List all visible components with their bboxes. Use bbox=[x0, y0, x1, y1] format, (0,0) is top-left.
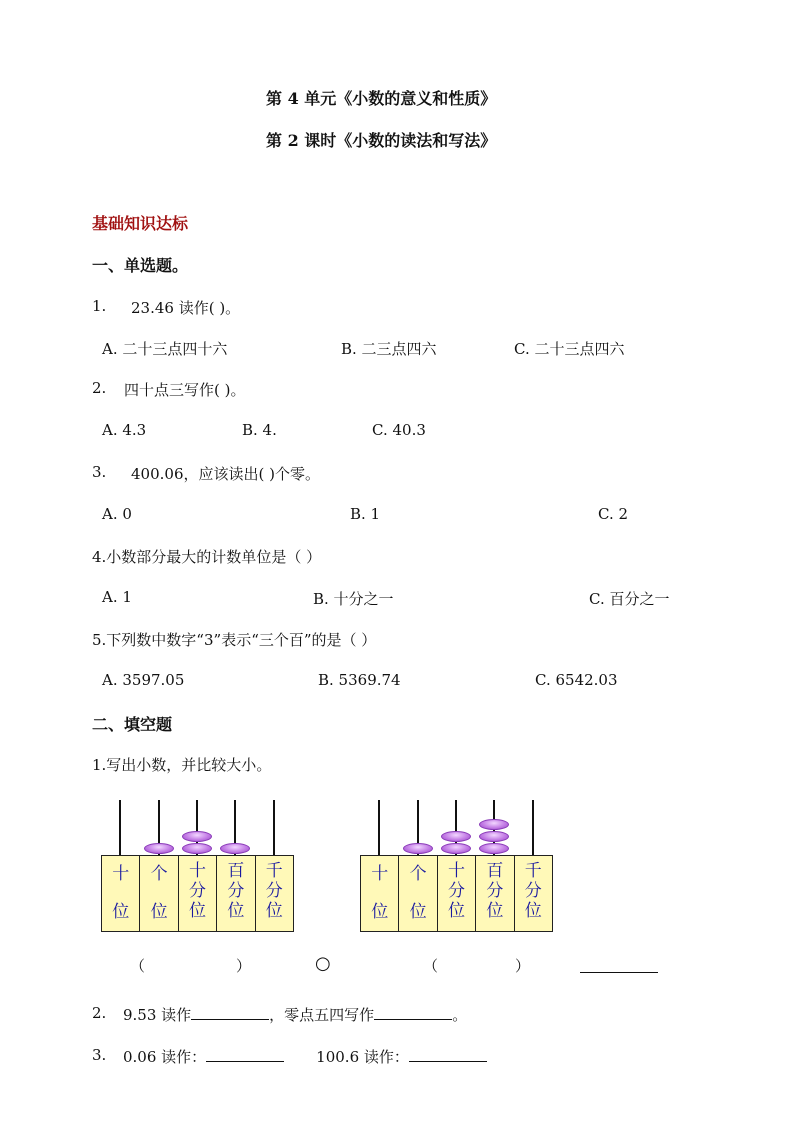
abacus-bead bbox=[479, 831, 509, 842]
abacus-bead bbox=[479, 843, 509, 854]
fill-q2-text-b: ，零点五四写作 bbox=[269, 1006, 375, 1024]
abacus-place-char: 位 bbox=[486, 901, 504, 921]
abacus-place-cell bbox=[255, 855, 294, 932]
abacus-place-char: 位 bbox=[447, 901, 465, 921]
q2-option-c[interactable]: C. 40.3 bbox=[372, 421, 426, 439]
q5-option-c[interactable]: C. 6542.03 bbox=[535, 671, 618, 689]
q5-option-b[interactable]: B. 5369.74 bbox=[318, 671, 401, 689]
fill-q3-text-a: 0.06 读作： bbox=[123, 1048, 207, 1066]
abacus-place-char: 个 bbox=[409, 864, 427, 884]
abacus-place-char: 位 bbox=[188, 901, 206, 921]
fill-q3-blank-2[interactable] bbox=[409, 1047, 487, 1062]
fill-q2 bbox=[123, 1004, 467, 1025]
abacus-place-char: 百 bbox=[227, 861, 245, 881]
abacus-place-char: 位 bbox=[524, 901, 542, 921]
abacus-place-cell bbox=[101, 855, 140, 932]
fill-q2-blank-2[interactable] bbox=[374, 1005, 452, 1020]
fill-q3-number: 3. bbox=[92, 1046, 107, 1064]
part2-heading: 二、填空题 bbox=[92, 715, 173, 734]
part1-heading: 一、单选题。 bbox=[92, 256, 189, 275]
abacus-place-char: 百 bbox=[486, 861, 504, 881]
q1-option-c[interactable]: C. 二十三点四六 bbox=[514, 340, 625, 358]
fill-q2-number: 2. bbox=[92, 1004, 107, 1022]
answer-left-paren-open: （ bbox=[130, 957, 146, 975]
q4-option-c[interactable]: C. 百分之一 bbox=[589, 590, 670, 608]
abacus-place-char: 位 bbox=[227, 901, 245, 921]
q1-option-a[interactable]: A. 二十三点四十六 bbox=[102, 340, 228, 358]
q1-option-b[interactable]: B. 二三点四六 bbox=[341, 340, 437, 358]
q2-stem: 四十点三写作( )。 bbox=[124, 381, 246, 399]
fill-q2-text-end: 。 bbox=[452, 1006, 468, 1024]
abacus-place-char: 分 bbox=[524, 881, 542, 901]
abacus-place-cell bbox=[139, 855, 178, 932]
section-basic: 基础知识达标 bbox=[92, 214, 189, 233]
q2-number: 2. bbox=[92, 379, 107, 397]
lesson-title: 第 2 课时《小数的读法和写法》 bbox=[266, 131, 497, 150]
abacus-place-char: 分 bbox=[188, 881, 206, 901]
q5-stem: 5.下列数中数字“3”表示“三个百”的是（ ） bbox=[92, 631, 377, 649]
q3-number: 3. bbox=[92, 463, 107, 481]
abacus-bead bbox=[144, 843, 174, 854]
abacus-place-char: 分 bbox=[265, 881, 283, 901]
q1-stem: 23.46 读作( )。 bbox=[131, 299, 241, 317]
abacus-bead bbox=[441, 831, 471, 842]
fill-q1-stem: 1.写出小数，并比较大小。 bbox=[92, 756, 272, 774]
answer-extra-blank[interactable] bbox=[580, 972, 658, 973]
q1-number: 1. bbox=[92, 297, 107, 315]
fill-q3-text-b: 100.6 读作： bbox=[316, 1048, 409, 1066]
abacus-place-char: 位 bbox=[371, 902, 389, 922]
q3-option-a[interactable]: A. 0 bbox=[102, 505, 132, 523]
abacus-place-char: 千 bbox=[524, 861, 542, 881]
abacus-left bbox=[101, 800, 293, 932]
compare-circle[interactable]: ○ bbox=[315, 953, 331, 974]
abacus-bead bbox=[182, 831, 212, 842]
abacus-place-char: 分 bbox=[227, 881, 245, 901]
abacus-place-cell bbox=[216, 855, 255, 932]
abacus-place-char: 位 bbox=[409, 902, 427, 922]
abacus-place-char: 个 bbox=[150, 864, 168, 884]
abacus-right bbox=[360, 800, 552, 932]
fill-q3 bbox=[123, 1046, 487, 1067]
abacus-place-char: 十 bbox=[371, 864, 389, 884]
q5-option-a[interactable]: A. 3597.05 bbox=[102, 671, 185, 689]
abacus-place-char: 位 bbox=[265, 901, 283, 921]
abacus-place-cell bbox=[475, 855, 514, 932]
abacus-rod bbox=[273, 800, 275, 855]
fill-q3-blank-1[interactable] bbox=[206, 1047, 284, 1062]
abacus-bead bbox=[182, 843, 212, 854]
abacus-rod bbox=[378, 800, 380, 855]
q3-stem: 400.06，应该读出( )个零。 bbox=[131, 465, 320, 483]
fill-q2-text-a: 9.53 读作 bbox=[123, 1006, 192, 1024]
abacus-rod bbox=[532, 800, 534, 855]
abacus-place-char: 十 bbox=[188, 861, 206, 881]
abacus-place-cell bbox=[360, 855, 399, 932]
fill-q2-blank-1[interactable] bbox=[191, 1005, 269, 1020]
abacus-bead bbox=[220, 843, 250, 854]
q3-option-c[interactable]: C. 2 bbox=[598, 505, 629, 523]
q4-option-a[interactable]: A. 1 bbox=[102, 588, 132, 606]
answer-right-paren-open: （ bbox=[423, 957, 439, 975]
abacus-place-char: 千 bbox=[265, 861, 283, 881]
q4-stem: 4.小数部分最大的计数单位是（ ） bbox=[92, 548, 322, 566]
abacus-place-char: 位 bbox=[112, 902, 130, 922]
abacus-place-cell bbox=[514, 855, 553, 932]
unit-title: 第 4 单元《小数的意义和性质》 bbox=[266, 89, 497, 108]
q2-option-a[interactable]: A. 4.3 bbox=[102, 421, 147, 439]
abacus-place-char: 分 bbox=[486, 881, 504, 901]
abacus-place-char: 分 bbox=[447, 881, 465, 901]
abacus-bead bbox=[441, 843, 471, 854]
abacus-place-char: 十 bbox=[447, 861, 465, 881]
abacus-bead bbox=[403, 843, 433, 854]
abacus-place-cell bbox=[398, 855, 437, 932]
answer-left-paren-close: ） bbox=[236, 957, 252, 975]
abacus-place-cell bbox=[178, 855, 217, 932]
abacus-place-char: 十 bbox=[112, 864, 130, 884]
abacus-place-char: 位 bbox=[150, 902, 168, 922]
q2-option-b[interactable]: B. 4. bbox=[242, 421, 277, 439]
q4-option-b[interactable]: B. 十分之一 bbox=[313, 590, 394, 608]
abacus-bead bbox=[479, 819, 509, 830]
answer-right-paren-close: ） bbox=[515, 957, 531, 975]
abacus-place-cell bbox=[437, 855, 476, 932]
q3-option-b[interactable]: B. 1 bbox=[350, 505, 381, 523]
abacus-rod bbox=[119, 800, 121, 855]
